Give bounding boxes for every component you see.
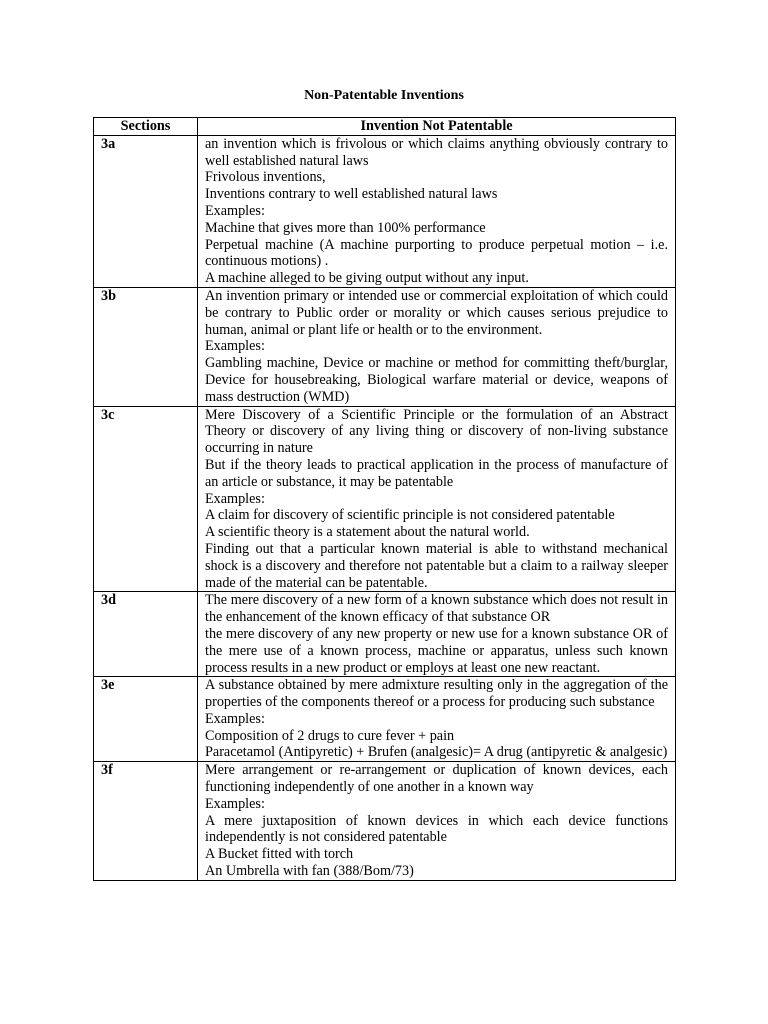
document-title: Non-Patentable Inventions — [304, 88, 464, 103]
description-line: Finding out that a particular known material is able to withstand mechanical shock is a discovery and therefore not patentable but a claim to a railway sleeper made of the material can be patentable. — [205, 540, 668, 591]
inventions-table — [93, 117, 676, 881]
invention-description — [198, 287, 676, 406]
section-number: 3c — [94, 406, 198, 592]
description-line: The mere discovery of a new form of a known substance which does not result in the enhancement of the known efficacy of that substance OR — [205, 592, 668, 626]
description-line: Examples: — [205, 710, 265, 727]
description-line: Paracetamol (Antipyretic) + Brufen (analgesic)= A drug (antipyretic & analgesic) — [205, 744, 668, 761]
table-row — [94, 677, 676, 762]
invention-description — [198, 406, 676, 592]
description-line: A scientific theory is a statement about the natural world. — [205, 524, 530, 541]
header-sections: Sections — [94, 118, 198, 136]
description-line: an invention which is frivolous or which claims anything obviously contrary to well established natural laws — [205, 135, 668, 169]
section-number: 3d — [94, 592, 198, 677]
section-number: 3f — [94, 762, 198, 881]
description-line: Composition of 2 drugs to cure fever + pain — [205, 727, 455, 744]
table-header-row — [94, 118, 676, 136]
description-line: Machine that gives more than 100% performance — [205, 219, 486, 236]
section-number: 3b — [94, 287, 198, 406]
description-line: the mere discovery of any new property or new use for a known substance OR of the mere use of a known process, machine or apparatus, unless such known process results in a new product or employs at least one new reactant. — [205, 625, 668, 676]
invention-description — [198, 592, 676, 677]
table-row — [94, 135, 676, 287]
description-line: Frivolous inventions, — [205, 169, 326, 186]
description-line: An invention primary or intended use or commercial exploitation of which could be contrary to Public order or morality or which causes serious prejudice to human, animal or plant life or health or to the environment. — [205, 287, 668, 338]
description-line: Inventions contrary to well established natural laws — [205, 186, 498, 203]
section-number: 3a — [94, 135, 198, 287]
description-line: A mere juxtaposition of known devices in which each device functions independently is not considered patentable — [205, 812, 668, 846]
invention-description — [198, 135, 676, 287]
description-line: A substance obtained by mere admixture resulting only in the aggregation of the properties of the components thereof or a process for producing such substance — [205, 677, 668, 711]
invention-description — [198, 677, 676, 762]
description-line: A machine alleged to be giving output without any input. — [205, 270, 529, 287]
table-row — [94, 287, 676, 406]
description-line: Examples: — [205, 490, 265, 507]
description-line: Examples: — [205, 795, 265, 812]
description-line: Mere Discovery of a Scientific Principle or the formulation of an Abstract Theory or discovery of any living thing or discovery of non-living substance occurring in nature — [205, 406, 668, 457]
description-line: Examples: — [205, 338, 265, 355]
section-number: 3e — [94, 677, 198, 762]
description-line: An Umbrella with fan (388/Bom/73) — [205, 863, 414, 880]
description-line: Perpetual machine (A machine purporting to produce perpetual motion – i.e. continuous motions) . — [205, 236, 668, 270]
description-line: A claim for discovery of scientific principle is not considered patentable — [205, 507, 615, 524]
table-row — [94, 592, 676, 677]
description-line: Mere arrangement or re-arrangement or duplication of known devices, each functioning independently of one another in a known way — [205, 762, 668, 796]
description-line: Examples: — [205, 202, 265, 219]
invention-description — [198, 762, 676, 881]
header-invention: Invention Not Patentable — [198, 118, 676, 136]
table-row — [94, 406, 676, 592]
description-line: But if the theory leads to practical application in the process of manufacture of an article or substance, it may be patentable — [205, 456, 668, 490]
table-row — [94, 762, 676, 881]
description-line: Gambling machine, Device or machine or method for committing theft/burglar, Device for housebreaking, Biological warfare material or device, weapons of mass destruction (WMD) — [205, 355, 668, 405]
description-line: A Bucket fitted with torch — [205, 846, 354, 863]
